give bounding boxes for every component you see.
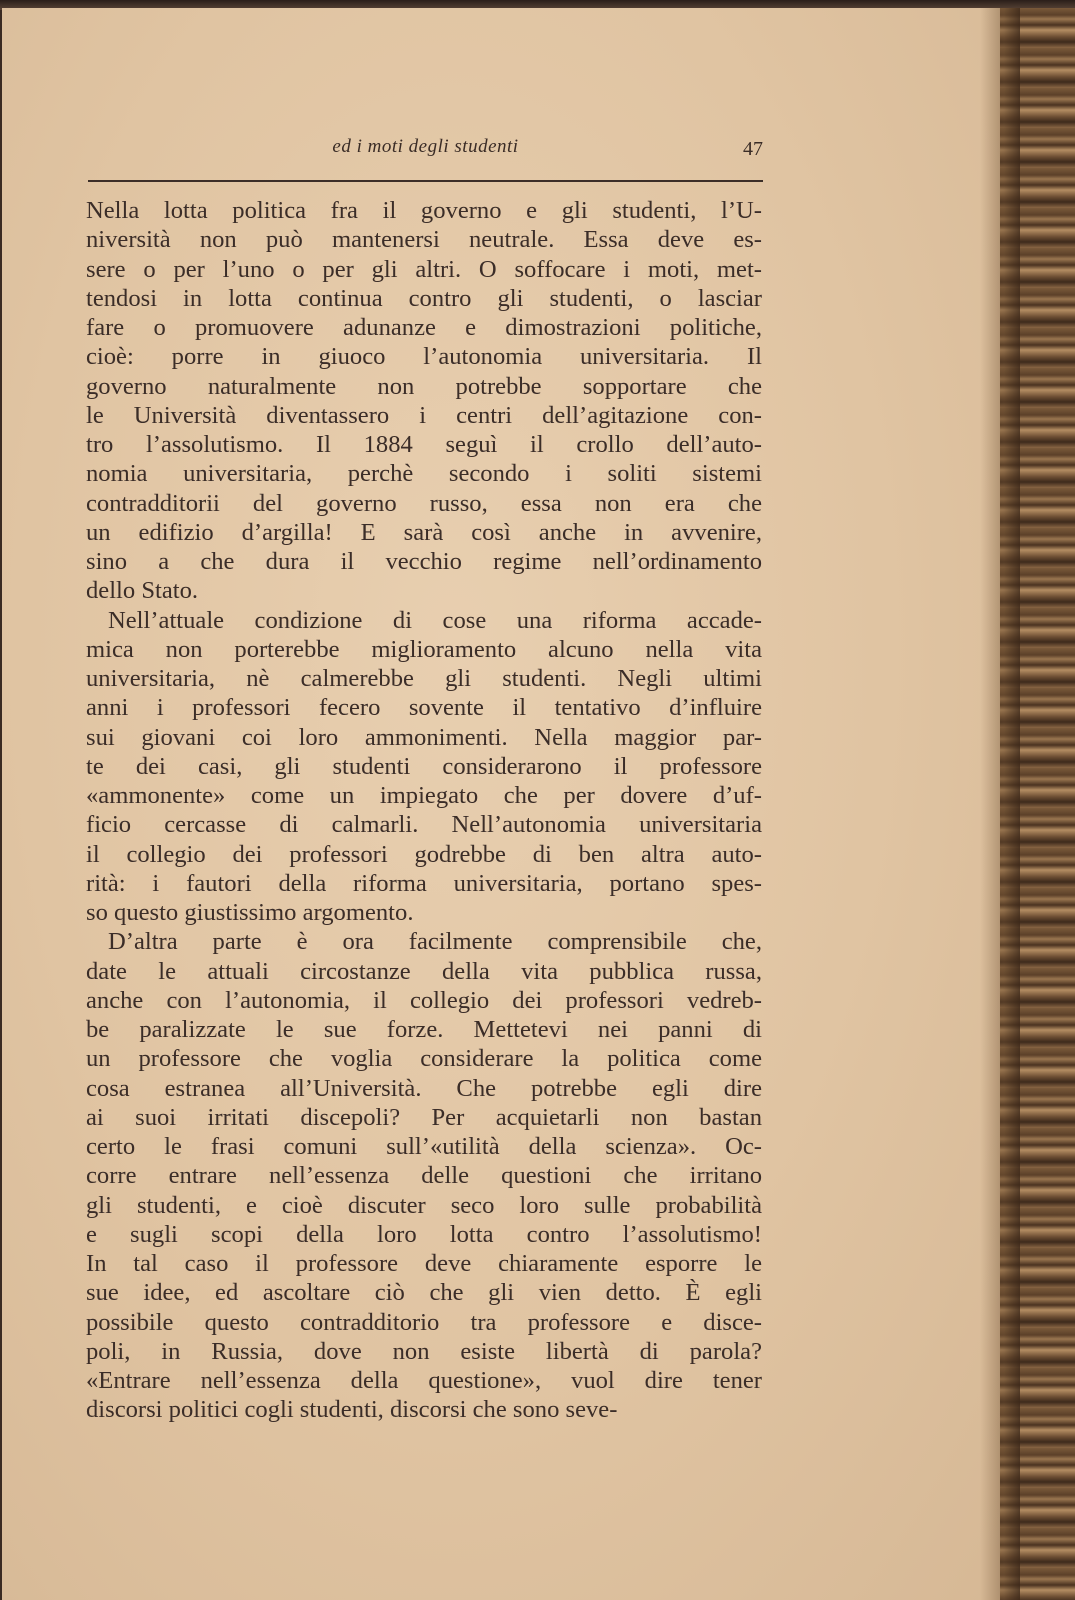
- text-line: cosa estranea all’Università. Che potrebbe egli dire: [86, 1074, 762, 1102]
- text-line: Nell’attuale condizione di cose una riforma accade-: [108, 606, 762, 634]
- text-line: sere o per l’uno o per gli altri. O soffocare i moti, met-: [86, 255, 762, 283]
- text-line: e sugli scopi della loro lotta contro l’assolutismo!: [86, 1220, 762, 1248]
- text-line: sue idee, ed ascoltare ciò che gli vien detto. È egli: [86, 1279, 762, 1307]
- running-title: ed i moti degli studenti: [332, 136, 519, 157]
- text-line: D’altra parte è ora facilmente comprensibile che,: [108, 928, 762, 956]
- gutter-shadow: [980, 8, 1020, 1600]
- text-line: nomia universitaria, perchè secondo i soliti sistemi: [86, 460, 762, 488]
- text-line: dello Stato.: [86, 577, 199, 605]
- text-line: tendosi in lotta continua contro gli studenti, o lasciar: [86, 284, 762, 312]
- text-line: ai suoi irritati discepoli? Per acquietarli non bastan: [86, 1103, 762, 1131]
- text-line: so questo giustissimo argomento.: [86, 899, 414, 926]
- page-header: [88, 136, 763, 176]
- text-line: Nella lotta politica fra il governo e gli studenti, l’U-: [86, 197, 762, 224]
- text-line: fare o promuovere adunanze e dimostrazioni politiche,: [86, 314, 762, 341]
- text-line: date le attuali circostanze della vita pubblica russa,: [86, 957, 762, 985]
- text-line: ficio cercasse di calmarli. Nell’autonomia universitaria: [86, 811, 762, 839]
- paragraph: [86, 196, 762, 606]
- text-line: niversità non può mantenersi neutrale. Essa deve es-: [86, 226, 762, 254]
- text-line: possibile questo contradditorio tra professore e disce-: [86, 1308, 762, 1336]
- text-line: il collegio dei professori godrebbe di ben altra auto-: [86, 840, 762, 868]
- text-line: le Università diventassero i centri dell’agitazione con-: [86, 401, 762, 429]
- text-line: sino a che dura il vecchio regime nell’ordinamento: [86, 548, 762, 575]
- text-line: certo le frasi comuni sull’«utilità della scienza». Oc-: [86, 1133, 762, 1160]
- text-line: discorsi politici cogli studenti, discorsi che sono seve-: [86, 1396, 618, 1424]
- page-number: 47: [743, 138, 763, 160]
- text-line: contradditorii del governo russo, essa non era che: [86, 489, 762, 517]
- text-line: poli, in Russia, dove non esiste libertà di parola?: [86, 1337, 762, 1365]
- text-line: cioè: porre in giuoco l’autonomia universitaria. Il: [86, 343, 762, 371]
- paragraph: [86, 927, 762, 1424]
- text-line: governo naturalmente non potrebbe sopportare che: [86, 372, 762, 400]
- text-line: anni i professori fecero sovente il tentativo d’influire: [86, 694, 762, 722]
- text-line: te dei casi, gli studenti considerarono il professore: [86, 752, 762, 780]
- text-line: «ammonente» come un impiegato che per dovere d’uf-: [86, 782, 762, 809]
- text-line: gli studenti, e cioè discuter seco loro sulle probabilità: [86, 1191, 762, 1219]
- paragraph: [86, 606, 762, 928]
- text-line: anche con l’autonomia, il collegio dei professori vedreb-: [86, 986, 762, 1014]
- text-line: un edifizio d’argilla! E sarà così anche in avvenire,: [86, 518, 762, 546]
- text-line: be paralizzate le sue forze. Mettetevi nei panni di: [86, 1016, 762, 1043]
- text-line: In tal caso il professore deve chiaramente esporre le: [86, 1250, 762, 1277]
- text-line: corre entrare nell’essenza delle questioni che irritano: [86, 1162, 762, 1190]
- text-line: rità: i fautori della riforma universitaria, portano spes-: [86, 869, 762, 897]
- text-line: tro l’assolutismo. Il 1884 seguì il crollo dell’auto-: [86, 431, 762, 458]
- text-line: sui giovani coi loro ammonimenti. Nella maggior par-: [86, 723, 762, 751]
- header-rule: [88, 180, 763, 182]
- text-line: «Entrare nell’essenza della questione», vuol dire tener: [86, 1367, 762, 1394]
- text-line: un professore che voglia considerare la politica come: [86, 1045, 762, 1073]
- body-text: [86, 196, 762, 1425]
- text-line: mica non porterebbe miglioramento alcuno nella vita: [86, 635, 762, 663]
- text-line: universitaria, nè calmerebbe gli studenti. Negli ultimi: [86, 665, 762, 692]
